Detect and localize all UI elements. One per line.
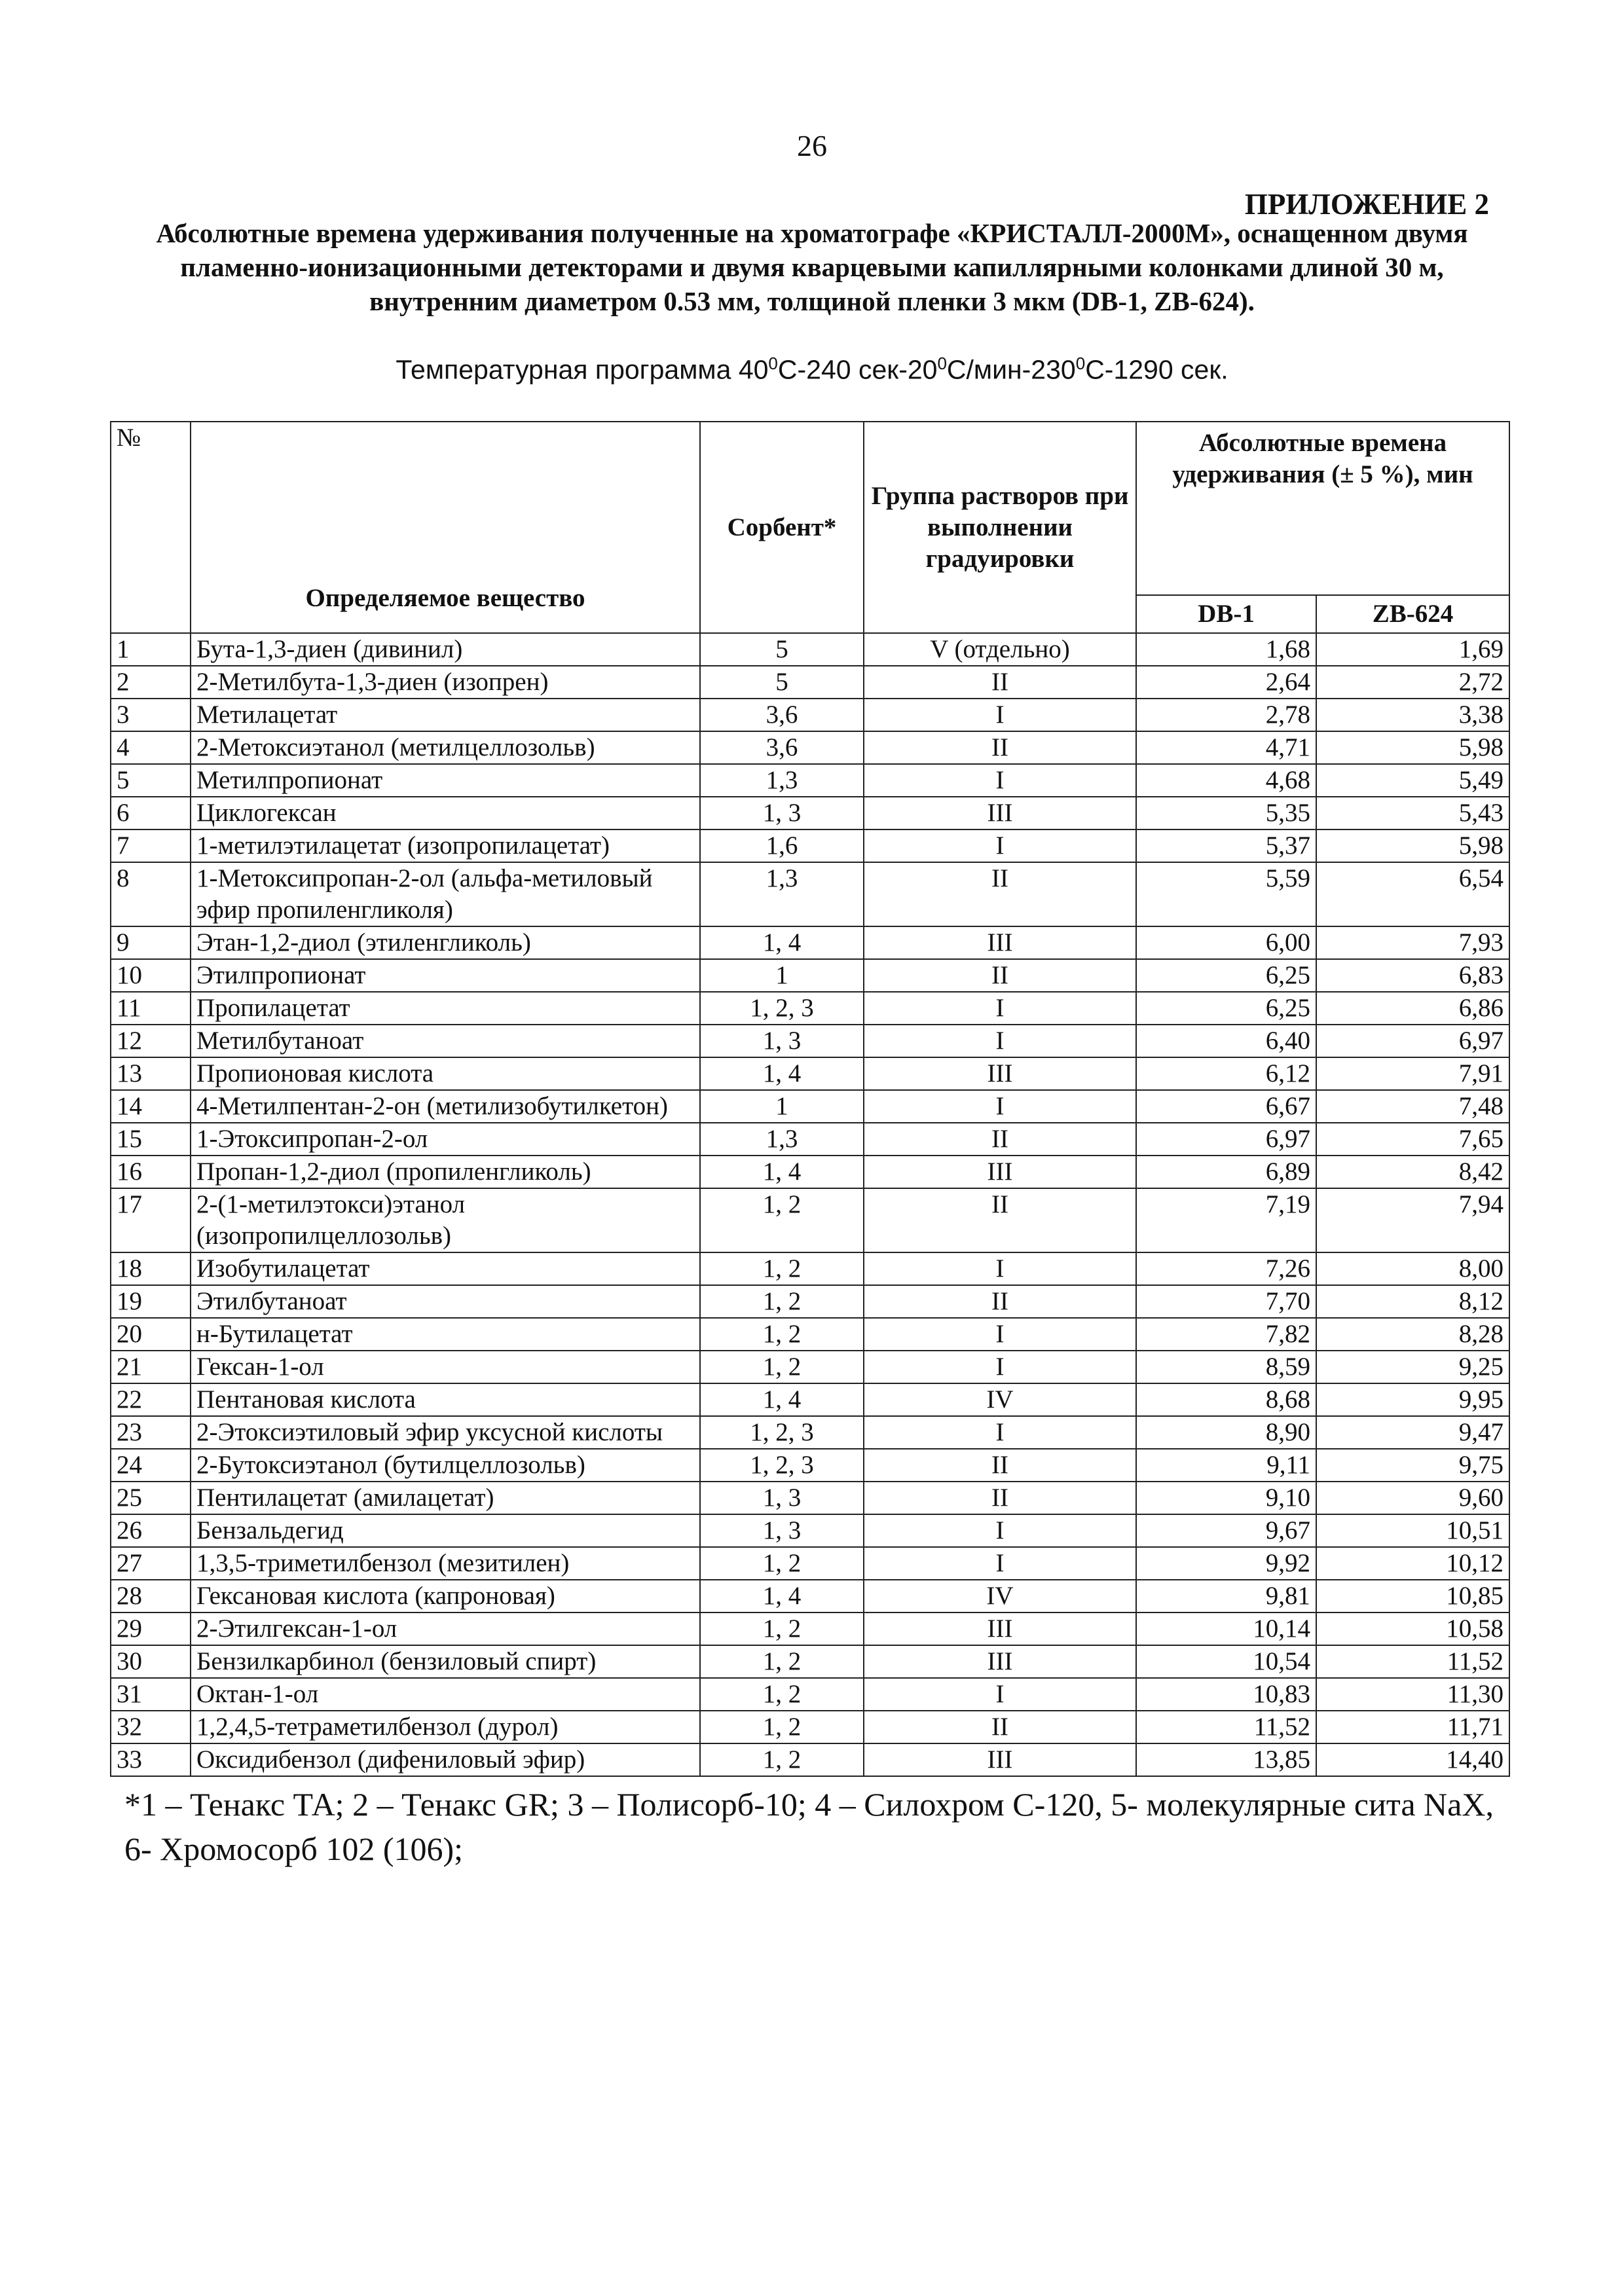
db1-time: 6,25 <box>1136 992 1316 1025</box>
zb624-time: 5,98 <box>1316 731 1509 764</box>
zb624-time: 8,28 <box>1316 1318 1509 1351</box>
program-t1: 40 <box>738 354 769 385</box>
sorbent-value: 1 <box>700 1090 864 1123</box>
group-value: IV <box>864 1383 1136 1416</box>
sorbent-value: 1, 2, 3 <box>700 1416 864 1449</box>
substance-name: Метилацетат <box>191 699 700 731</box>
substance-name: Этан-1,2-диол (этиленгликоль) <box>191 926 700 959</box>
document-title: Абсолютные времена удерживания полученные на хроматографе «КРИСТАЛЛ-2000М», оснащенном двумя пламенно-ионизационными детекторами и двумя кварцевыми капиллярными колонками длиной 30 м, внутренним диаметром 0.53 мм, толщиной пленки 3 мкм (DB-1, ZB-624). <box>156 218 1468 316</box>
row-number: 10 <box>111 959 191 992</box>
substance-name: Гексановая кислота (капроновая) <box>191 1580 700 1613</box>
substance-name: Этилпропионат <box>191 959 700 992</box>
zb624-time: 6,97 <box>1316 1025 1509 1057</box>
sorbent-value: 3,6 <box>700 731 864 764</box>
header-num: № <box>111 422 191 633</box>
substance-name: 2-Метилбута-1,3-диен (изопрен) <box>191 666 700 699</box>
db1-time: 6,40 <box>1136 1025 1316 1057</box>
substance-name: 2-Этилгексан-1-ол <box>191 1613 700 1645</box>
group-value: I <box>864 699 1136 731</box>
row-number: 16 <box>111 1156 191 1188</box>
zb624-time: 2,72 <box>1316 666 1509 699</box>
group-value: III <box>864 1057 1136 1090</box>
zb624-time: 10,12 <box>1316 1547 1509 1580</box>
zb624-time: 9,60 <box>1316 1482 1509 1514</box>
db1-time: 6,25 <box>1136 959 1316 992</box>
row-number: 27 <box>111 1547 191 1580</box>
substance-name: Бута-1,3-диен (дивинил) <box>191 633 700 666</box>
db1-time: 6,00 <box>1136 926 1316 959</box>
table-row <box>111 1123 1509 1156</box>
temperature-program <box>124 354 1500 386</box>
sorbent-value: 1, 4 <box>700 926 864 959</box>
db1-time: 4,68 <box>1136 764 1316 797</box>
table-row <box>111 1514 1509 1547</box>
sorbent-value: 1, 2 <box>700 1318 864 1351</box>
db1-time: 5,59 <box>1136 862 1316 926</box>
db1-time: 6,67 <box>1136 1090 1316 1123</box>
group-value: I <box>864 1416 1136 1449</box>
group-value: II <box>864 862 1136 926</box>
degree-superscript: 0 <box>1075 354 1086 373</box>
substance-name: 2-Этоксиэтиловый эфир уксусной кислоты <box>191 1416 700 1449</box>
row-number: 19 <box>111 1285 191 1318</box>
db1-time: 6,97 <box>1136 1123 1316 1156</box>
header-sorbent: Сорбент* <box>700 422 864 633</box>
sorbent-value: 1, 4 <box>700 1580 864 1613</box>
table-row <box>111 1678 1509 1711</box>
group-value: I <box>864 829 1136 862</box>
db1-time: 9,10 <box>1136 1482 1316 1514</box>
zb624-time: 9,47 <box>1316 1416 1509 1449</box>
group-value: III <box>864 1613 1136 1645</box>
group-value: III <box>864 1645 1136 1678</box>
substance-name: 1,2,4,5-тетраметилбензол (дурол) <box>191 1711 700 1743</box>
row-number: 18 <box>111 1252 191 1285</box>
db1-time: 9,81 <box>1136 1580 1316 1613</box>
substance-name: 1-Этоксипропан-2-ол <box>191 1123 700 1156</box>
row-number: 12 <box>111 1025 191 1057</box>
zb624-time: 6,83 <box>1316 959 1509 992</box>
table-row <box>111 1482 1509 1514</box>
sorbent-value: 1, 4 <box>700 1383 864 1416</box>
group-value: III <box>864 1156 1136 1188</box>
row-number: 17 <box>111 1188 191 1252</box>
row-number: 7 <box>111 829 191 862</box>
zb624-time: 10,58 <box>1316 1613 1509 1645</box>
zb624-time: 11,52 <box>1316 1645 1509 1678</box>
substance-name: 4-Метилпентан-2-он (метилизобутилкетон) <box>191 1090 700 1123</box>
group-value: V (отдельно) <box>864 633 1136 666</box>
substance-name: Метилбутаноат <box>191 1025 700 1057</box>
group-value: I <box>864 1678 1136 1711</box>
table-row <box>111 926 1509 959</box>
group-value: III <box>864 926 1136 959</box>
row-number: 2 <box>111 666 191 699</box>
sorbent-value: 1 <box>700 959 864 992</box>
group-value: II <box>864 1285 1136 1318</box>
substance-name: Пентилацетат (амилацетат) <box>191 1482 700 1514</box>
row-number: 26 <box>111 1514 191 1547</box>
substance-name: Метилпропионат <box>191 764 700 797</box>
header-retention-times: Абсолютные времена удерживания (± 5 %), мин <box>1136 422 1509 595</box>
substance-name: Изобутилацетат <box>191 1252 700 1285</box>
table-row <box>111 992 1509 1025</box>
zb624-time: 1,69 <box>1316 633 1509 666</box>
row-number: 1 <box>111 633 191 666</box>
zb624-time: 5,49 <box>1316 764 1509 797</box>
db1-time: 10,83 <box>1136 1678 1316 1711</box>
db1-time: 8,59 <box>1136 1351 1316 1383</box>
row-number: 28 <box>111 1580 191 1613</box>
row-number: 11 <box>111 992 191 1025</box>
zb624-time: 7,48 <box>1316 1090 1509 1123</box>
program-prefix: Температурная программа <box>396 354 739 385</box>
sorbent-value: 1, 2 <box>700 1285 864 1318</box>
sorbent-value: 1, 3 <box>700 1482 864 1514</box>
row-number: 13 <box>111 1057 191 1090</box>
sorbent-value: 1, 2 <box>700 1188 864 1252</box>
footnote: *1 – Тенакс ТА; 2 – Тенакс GR; 3 – Полисорб-10; 4 – Силохром С-120, 5- молекулярные сита NaX, 6- Хромосорб 102 (106); <box>124 1786 1494 1867</box>
db1-time: 7,19 <box>1136 1188 1316 1252</box>
db1-time: 10,14 <box>1136 1613 1316 1645</box>
page-number: 26 <box>797 129 827 162</box>
table-row <box>111 1580 1509 1613</box>
table-row <box>111 1383 1509 1416</box>
row-number: 15 <box>111 1123 191 1156</box>
row-number: 8 <box>111 862 191 926</box>
sorbent-value: 1, 2 <box>700 1743 864 1776</box>
db1-time: 8,90 <box>1136 1416 1316 1449</box>
table-row <box>111 1743 1509 1776</box>
zb624-time: 11,71 <box>1316 1711 1509 1743</box>
substance-name: Октан-1-ол <box>191 1678 700 1711</box>
group-value: II <box>864 666 1136 699</box>
db1-time: 7,26 <box>1136 1252 1316 1285</box>
table-row <box>111 1613 1509 1645</box>
substance-name: Бензилкарбинол (бензиловый спирт) <box>191 1645 700 1678</box>
table-row <box>111 1188 1509 1252</box>
retention-times-table <box>110 421 1510 1777</box>
group-value: II <box>864 1449 1136 1482</box>
appendix-label: ПРИЛОЖЕНИЕ 2 <box>1244 188 1489 221</box>
zb624-time: 5,98 <box>1316 829 1509 862</box>
group-value: I <box>864 1547 1136 1580</box>
group-value: III <box>864 1743 1136 1776</box>
table-row <box>111 699 1509 731</box>
sorbent-value: 1, 2 <box>700 1678 864 1711</box>
sorbent-value: 3,6 <box>700 699 864 731</box>
sorbent-value: 1, 3 <box>700 1025 864 1057</box>
substance-name: 1,3,5-триметилбензол (мезитилен) <box>191 1547 700 1580</box>
group-value: II <box>864 1482 1136 1514</box>
sorbent-value: 1, 4 <box>700 1057 864 1090</box>
sorbent-value: 1, 2 <box>700 1613 864 1645</box>
db1-time: 8,68 <box>1136 1383 1316 1416</box>
row-number: 22 <box>111 1383 191 1416</box>
db1-time: 9,11 <box>1136 1449 1316 1482</box>
row-number: 14 <box>111 1090 191 1123</box>
table-row <box>111 764 1509 797</box>
sorbent-value: 1, 3 <box>700 797 864 829</box>
substance-name: 1-Метоксипропан-2-ол (альфа-метиловый эфир пропиленгликоля) <box>191 862 700 926</box>
substance-name: Циклогексан <box>191 797 700 829</box>
header-db1: DB-1 <box>1136 595 1316 633</box>
group-value: I <box>864 764 1136 797</box>
sorbent-value: 1, 2 <box>700 1252 864 1285</box>
sorbent-value: 1, 2 <box>700 1351 864 1383</box>
sorbent-value: 1, 2 <box>700 1645 864 1678</box>
group-value: II <box>864 1711 1136 1743</box>
table-row <box>111 829 1509 862</box>
db1-time: 7,82 <box>1136 1318 1316 1351</box>
db1-time: 2,78 <box>1136 699 1316 731</box>
group-value: II <box>864 959 1136 992</box>
group-value: I <box>864 1514 1136 1547</box>
substance-name: Гексан-1-ол <box>191 1351 700 1383</box>
db1-time: 2,64 <box>1136 666 1316 699</box>
header-group: Группа растворов при выполнении градуировки <box>864 422 1136 633</box>
db1-time: 7,70 <box>1136 1285 1316 1318</box>
substance-name: Пропилацетат <box>191 992 700 1025</box>
substance-name: Пропан-1,2-диол (пропиленгликоль) <box>191 1156 700 1188</box>
zb624-time: 7,91 <box>1316 1057 1509 1090</box>
zb624-time: 14,40 <box>1316 1743 1509 1776</box>
sorbent-value: 1,3 <box>700 862 864 926</box>
sorbent-value: 5 <box>700 633 864 666</box>
zb624-time: 11,30 <box>1316 1678 1509 1711</box>
row-number: 6 <box>111 797 191 829</box>
row-number: 31 <box>111 1678 191 1711</box>
zb624-time: 8,12 <box>1316 1285 1509 1318</box>
header-substance: Определяемое вещество <box>191 422 700 633</box>
group-value: I <box>864 1025 1136 1057</box>
table-row <box>111 1285 1509 1318</box>
sorbent-value: 1,3 <box>700 1123 864 1156</box>
zb624-time: 10,85 <box>1316 1580 1509 1613</box>
table-row <box>111 633 1509 666</box>
row-number: 25 <box>111 1482 191 1514</box>
db1-time: 10,54 <box>1136 1645 1316 1678</box>
sorbent-value: 5 <box>700 666 864 699</box>
zb624-time: 10,51 <box>1316 1514 1509 1547</box>
group-value: II <box>864 1188 1136 1252</box>
substance-name: Пентановая кислота <box>191 1383 700 1416</box>
substance-name: Бензальдегид <box>191 1514 700 1547</box>
row-number: 9 <box>111 926 191 959</box>
substance-name: Пропионовая кислота <box>191 1057 700 1090</box>
row-number: 29 <box>111 1613 191 1645</box>
group-value: I <box>864 1090 1136 1123</box>
db1-time: 11,52 <box>1136 1711 1316 1743</box>
zb624-time: 9,25 <box>1316 1351 1509 1383</box>
degree-superscript: 0 <box>768 354 778 373</box>
table-row <box>111 666 1509 699</box>
zb624-time: 5,43 <box>1316 797 1509 829</box>
zb624-time: 9,95 <box>1316 1383 1509 1416</box>
table-row <box>111 1645 1509 1678</box>
table-row <box>111 1416 1509 1449</box>
table-row <box>111 1318 1509 1351</box>
zb624-time: 7,94 <box>1316 1188 1509 1252</box>
sorbent-value: 1, 2 <box>700 1711 864 1743</box>
group-value: I <box>864 1252 1136 1285</box>
table-row <box>111 1252 1509 1285</box>
group-value: I <box>864 1318 1136 1351</box>
zb624-time: 8,42 <box>1316 1156 1509 1188</box>
sorbent-value: 1,3 <box>700 764 864 797</box>
substance-name: Этилбутаноат <box>191 1285 700 1318</box>
program-part: С-240 сек-20 <box>777 354 938 385</box>
row-number: 21 <box>111 1351 191 1383</box>
zb624-time: 7,65 <box>1316 1123 1509 1156</box>
program-part: С-1290 сек. <box>1085 354 1228 385</box>
group-value: II <box>864 731 1136 764</box>
table-row <box>111 862 1509 926</box>
row-number: 24 <box>111 1449 191 1482</box>
table-row <box>111 1351 1509 1383</box>
row-number: 23 <box>111 1416 191 1449</box>
db1-time: 9,67 <box>1136 1514 1316 1547</box>
table-row <box>111 959 1509 992</box>
db1-time: 5,37 <box>1136 829 1316 862</box>
table-row <box>111 1156 1509 1188</box>
row-number: 5 <box>111 764 191 797</box>
substance-name: 2-Бутоксиэтанол (бутилцеллозольв) <box>191 1449 700 1482</box>
substance-name: Оксидибензол (дифениловый эфир) <box>191 1743 700 1776</box>
db1-time: 9,92 <box>1136 1547 1316 1580</box>
zb624-time: 6,86 <box>1316 992 1509 1025</box>
db1-time: 6,12 <box>1136 1057 1316 1090</box>
table-row <box>111 797 1509 829</box>
zb624-time: 6,54 <box>1316 862 1509 926</box>
sorbent-value: 1, 3 <box>700 1514 864 1547</box>
sorbent-value: 1, 4 <box>700 1156 864 1188</box>
group-value: IV <box>864 1580 1136 1613</box>
row-number: 20 <box>111 1318 191 1351</box>
row-number: 30 <box>111 1645 191 1678</box>
db1-time: 1,68 <box>1136 633 1316 666</box>
degree-superscript: 0 <box>937 354 947 373</box>
db1-time: 6,89 <box>1136 1156 1316 1188</box>
substance-name: 2-Метоксиэтанол (метилцеллозольв) <box>191 731 700 764</box>
group-value: I <box>864 992 1136 1025</box>
substance-name: 2-(1-метилэтокси)этанол (изопропилцеллозольв) <box>191 1188 700 1252</box>
sorbent-value: 1, 2, 3 <box>700 1449 864 1482</box>
table-row <box>111 1057 1509 1090</box>
db1-time: 4,71 <box>1136 731 1316 764</box>
db1-time: 13,85 <box>1136 1743 1316 1776</box>
sorbent-value: 1,6 <box>700 829 864 862</box>
db1-time: 5,35 <box>1136 797 1316 829</box>
substance-name: н-Бутилацетат <box>191 1318 700 1351</box>
row-number: 3 <box>111 699 191 731</box>
zb624-time: 7,93 <box>1316 926 1509 959</box>
row-number: 33 <box>111 1743 191 1776</box>
header-zb624: ZB-624 <box>1316 595 1509 633</box>
table-row <box>111 731 1509 764</box>
program-part: С/мин-230 <box>946 354 1076 385</box>
zb624-time: 9,75 <box>1316 1449 1509 1482</box>
table-row <box>111 1711 1509 1743</box>
table-row <box>111 1025 1509 1057</box>
row-number: 4 <box>111 731 191 764</box>
group-value: II <box>864 1123 1136 1156</box>
row-number: 32 <box>111 1711 191 1743</box>
group-value: III <box>864 797 1136 829</box>
table-row <box>111 1090 1509 1123</box>
substance-name: 1-метилэтилацетат (изопропилацетат) <box>191 829 700 862</box>
table-row <box>111 1449 1509 1482</box>
sorbent-value: 1, 2, 3 <box>700 992 864 1025</box>
sorbent-value: 1, 2 <box>700 1547 864 1580</box>
table-row <box>111 1547 1509 1580</box>
zb624-time: 8,00 <box>1316 1252 1509 1285</box>
group-value: I <box>864 1351 1136 1383</box>
zb624-time: 3,38 <box>1316 699 1509 731</box>
